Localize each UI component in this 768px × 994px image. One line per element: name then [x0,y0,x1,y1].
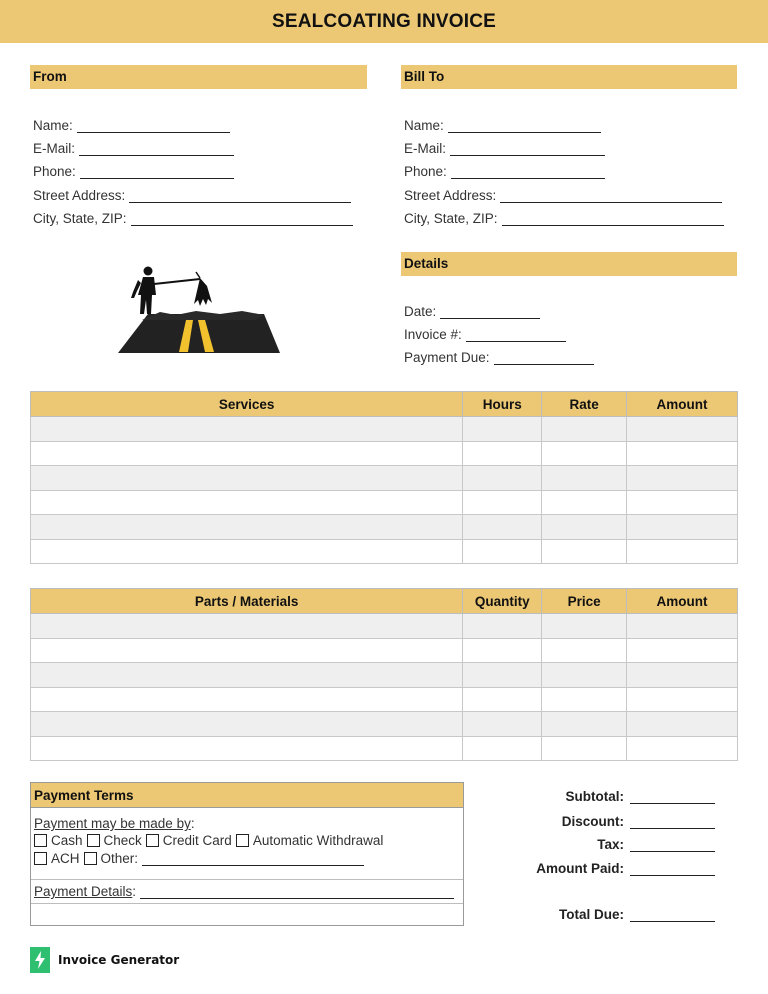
tax-label: Tax: [597,837,624,852]
table-row [31,712,738,737]
ach-label: ACH [51,851,80,866]
payment-due-label: Payment Due: [404,350,490,365]
from-header: From [30,65,367,89]
discount-label: Discount: [561,814,624,829]
bill-name-label: Name: [404,118,444,133]
table-row [31,539,738,564]
table-row [31,466,738,491]
check-checkbox[interactable] [87,834,100,847]
bill-street-label: Street Address: [404,188,497,203]
from-street-label: Street Address: [33,188,126,203]
subtotal-field[interactable] [474,786,715,804]
table-row [31,417,738,442]
table-row [31,663,738,688]
bill-email-field[interactable] [404,138,605,156]
date-field[interactable] [404,301,540,319]
services-amount-header: Amount [627,392,738,417]
from-name-field[interactable] [33,115,230,133]
tax-field[interactable] [474,834,715,852]
table-row [31,736,738,761]
table-row [31,614,738,639]
table-row [31,638,738,663]
quantity-header: Quantity [463,589,542,614]
subtotal-label: Subtotal: [565,789,624,804]
rate-header: Rate [542,392,627,417]
from-city-field[interactable] [33,208,353,226]
bill-to-header: Bill To [401,65,737,89]
total-due-label: Total Due: [559,907,624,922]
from-email-field[interactable] [33,138,234,156]
services-header: Services [31,392,463,417]
parts-table [30,588,738,761]
other-checkbox[interactable] [84,852,97,865]
payment-options-row-1 [34,833,387,848]
footer-brand [30,947,179,973]
sealcoating-worker-illustration [116,262,282,356]
amount-paid-field[interactable] [474,858,715,876]
payment-intro-text: Payment may be made by [34,816,191,831]
credit-card-label: Credit Card [162,833,232,848]
invoice-number-label: Invoice #: [404,327,462,342]
from-email-label: E-Mail: [33,141,76,156]
brand-name: Invoice Generator [58,953,180,967]
invoice-number-field[interactable] [404,324,566,342]
payment-options-row-2 [34,851,364,866]
cash-label: Cash [51,833,83,848]
terms-divider [31,879,463,880]
terms-divider [31,903,463,904]
table-row [31,687,738,712]
from-street-field[interactable] [33,185,351,203]
automatic-withdrawal-checkbox[interactable] [236,834,249,847]
payment-intro: Payment may be made by : [34,816,195,831]
other-label: Other: [100,851,139,866]
cash-checkbox[interactable] [34,834,47,847]
table-row [31,490,738,515]
other-input-line[interactable] [142,852,364,866]
services-table [30,391,738,564]
payment-terms-box [30,782,464,926]
bill-phone-label: Phone: [404,164,447,179]
bill-street-field[interactable] [404,185,722,203]
bill-city-label: City, State, ZIP: [404,211,498,226]
payment-details-label: Payment Details [34,884,133,899]
credit-card-checkbox[interactable] [146,834,159,847]
price-header: Price [542,589,627,614]
from-city-label: City, State, ZIP: [33,211,127,226]
title-bar [0,0,768,43]
amount-paid-label: Amount Paid: [536,861,624,876]
invoice-title: SEALCOATING INVOICE [271,10,497,32]
table-row [31,441,738,466]
parts-amount-header: Amount [627,589,738,614]
ach-checkbox[interactable] [34,852,47,865]
date-label: Date: [404,304,437,319]
from-name-label: Name: [33,118,73,133]
payment-due-field[interactable] [404,347,594,365]
bill-phone-field[interactable] [404,161,605,179]
table-row [31,515,738,540]
payment-details-input-line[interactable] [140,885,454,899]
details-header: Details [401,252,737,276]
discount-field[interactable] [474,811,715,829]
check-label: Check [103,833,142,848]
payment-details-field: Payment Details : [34,884,454,899]
parts-materials-header: Parts / Materials [31,589,463,614]
hours-header: Hours [463,392,542,417]
invoice-generator-logo-icon [30,947,50,973]
payment-terms-header: Payment Terms [31,783,463,808]
bill-city-field[interactable] [404,208,724,226]
from-phone-field[interactable] [33,161,234,179]
total-due-field[interactable] [474,904,715,922]
from-phone-label: Phone: [33,164,76,179]
automatic-withdrawal-label: Automatic Withdrawal [252,833,384,848]
bill-name-field[interactable] [404,115,601,133]
bill-email-label: E-Mail: [404,141,447,156]
